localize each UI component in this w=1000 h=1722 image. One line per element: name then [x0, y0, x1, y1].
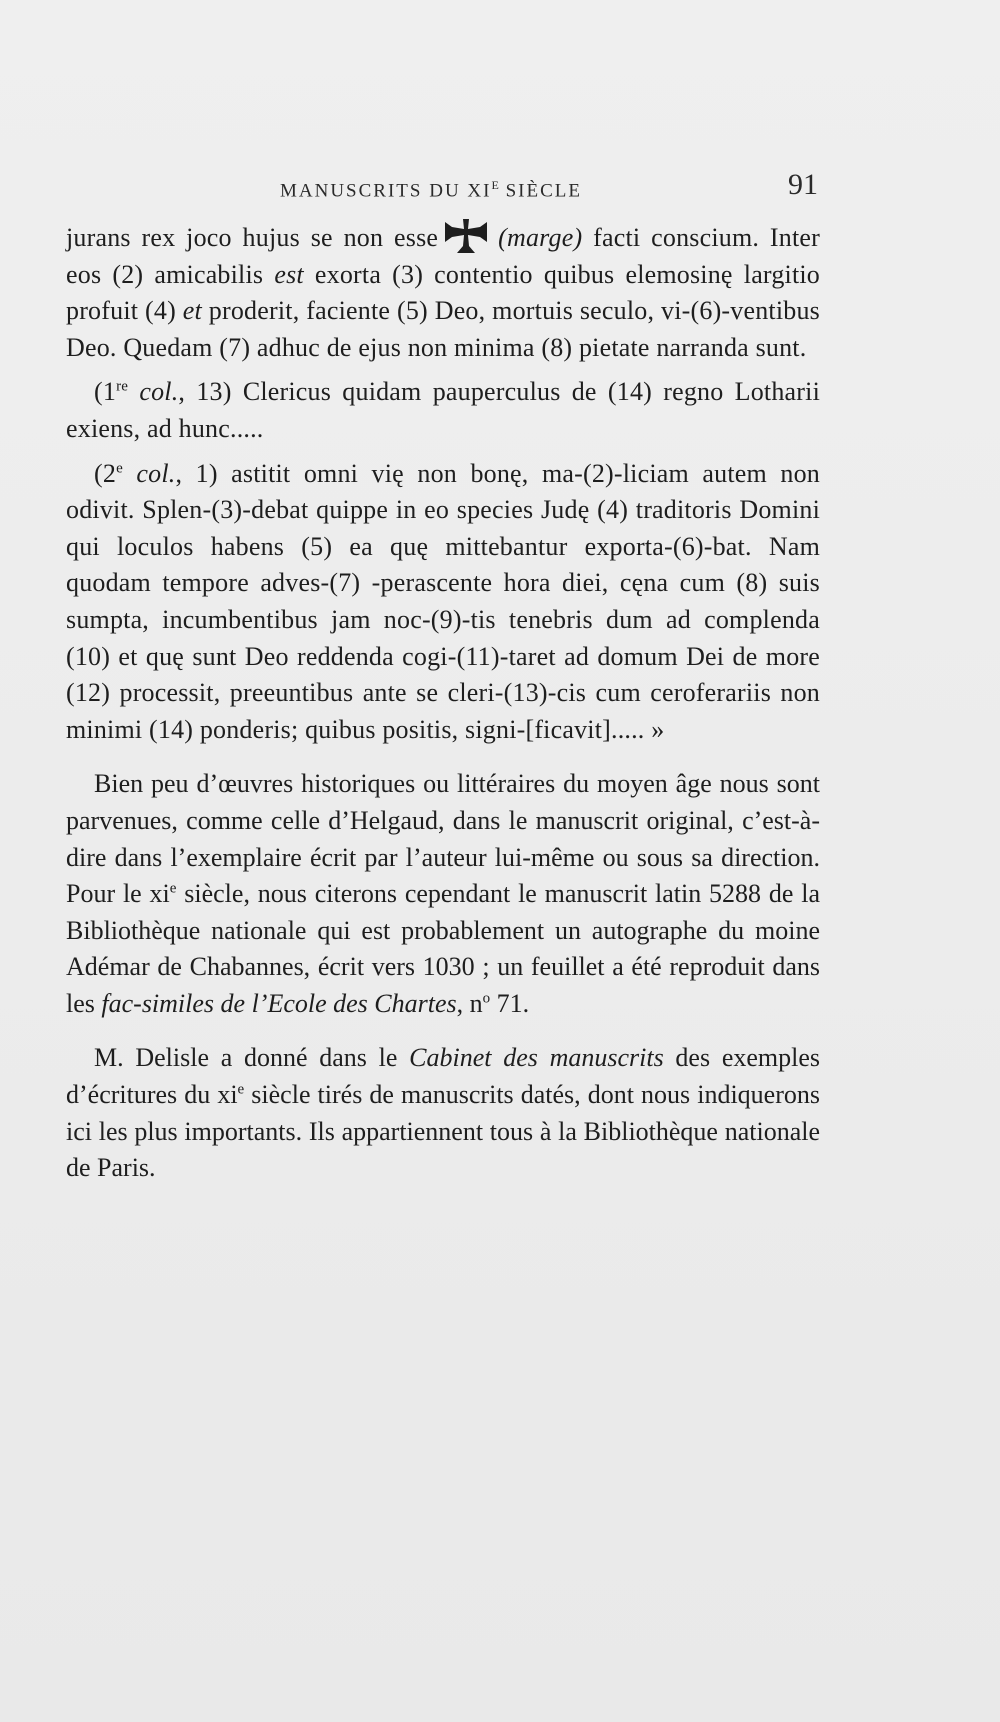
running-head-title-text-end: SIÈCLE — [498, 180, 582, 202]
col-ref: (2 — [94, 458, 117, 488]
century-superscript: e — [237, 1081, 245, 1098]
margin-note: (marge) — [498, 223, 583, 252]
col-ref: (1 — [94, 377, 117, 407]
citation-title: fac-similes de l’Ecole des Chartes — [101, 988, 457, 1018]
paragraph-text: M. Delisle a donné dans le — [94, 1043, 410, 1073]
column-one-paragraph — [66, 374, 820, 447]
col-ref-superscript: re — [116, 378, 129, 395]
running-head — [66, 168, 818, 208]
body-text — [66, 218, 820, 1187]
paragraph-text: Bien peu d’œuvres historiques ou littéraires du moyen âge nous sont parvenues, comme celle d’Helgaud, dans le manuscrit original, c’est-à-dire dans l’exemplaire écrit par l’auteur lui-même ou sous sa direction. Pour le xi — [66, 769, 820, 909]
quote-italic: et — [182, 296, 202, 326]
paragraph-text: , n — [456, 988, 483, 1018]
quote-text: exorta (3) contentio quibus elemosinę largitio profuit (4) — [66, 259, 820, 326]
quote-italic: est — [274, 259, 304, 289]
paragraph-text: siècle, nous citerons cependant le manuscrit latin 5288 de la Bibliothèque nationale qui est probablement un autographe du moine Adémar de Chabannes, écrit vers 1030 ; un feuillet a été reproduit dans les — [66, 879, 821, 1018]
quote-text: , 13) Clericus quidam pauperculus de (14) regno Lotharii exiens, ad hunc..... — [66, 377, 821, 443]
quote-text: , 1) astitit omni vię non bonę, ma-(2)-liciam autem non odivit. Splen-(3)-debat quippe in eo species Judę (4) traditoris Domini qui loculos habens (5) ea quę mittebantur exporta-(6)-bat. Nam quodam tempore adves-(7) -perascente hora diei, cęna cum (8) suis sumpta, incumbentibus jam noc-(9)-tis tenebris dum ad complenda (10) et quę sunt Deo reddenda cogi-(11)-taret ad domum Dei de more (12) processit, preeuntibus ante se cleri-(13)-cis cum ceroferariis non minimi (14) ponderis; quibus positis, signi-[ficavit]..... » — [66, 458, 820, 744]
french-paragraph-2 — [66, 1040, 820, 1186]
column-two-paragraph — [66, 456, 820, 749]
century-superscript: e — [169, 880, 177, 897]
cross-pattee-icon — [444, 218, 488, 254]
col-abbrev: col. — [128, 377, 179, 407]
running-head-title — [280, 178, 582, 202]
numero-superscript: o — [482, 990, 491, 1007]
french-paragraph-1 — [66, 766, 820, 1022]
page-number: 91 — [788, 168, 818, 201]
quote-text: proderit, faciente (5) Deo, mortuis seculo, vi-(6)-ventibus Deo. Quedam (7) adhuc de ejus non minima (8) pietate narranda sunt. — [66, 296, 820, 362]
paragraph-text: des exemples d’écritures du xi — [66, 1043, 821, 1110]
paragraph-text: 71. — [490, 988, 530, 1018]
citation-title: Cabinet des manuscrits — [409, 1043, 664, 1073]
col-ref-superscript: e — [116, 459, 123, 476]
paragraph-text: siècle tirés de manuscrits datés, dont nous indiquerons ici les plus importants. Ils appartiennent tous à la Bibliothèque nationale de Paris. — [66, 1080, 820, 1183]
running-head-title-text: MANUSCRITS DU XI — [280, 180, 492, 202]
quote-text: facti conscium. Inter eos (2) amicabilis — [66, 223, 820, 289]
col-abbrev: col. — [122, 458, 176, 488]
latin-quote-paragraph — [66, 218, 820, 366]
quote-text: jurans rex joco hujus se non esse — [66, 223, 439, 252]
running-head-superscript: E — [491, 178, 499, 192]
